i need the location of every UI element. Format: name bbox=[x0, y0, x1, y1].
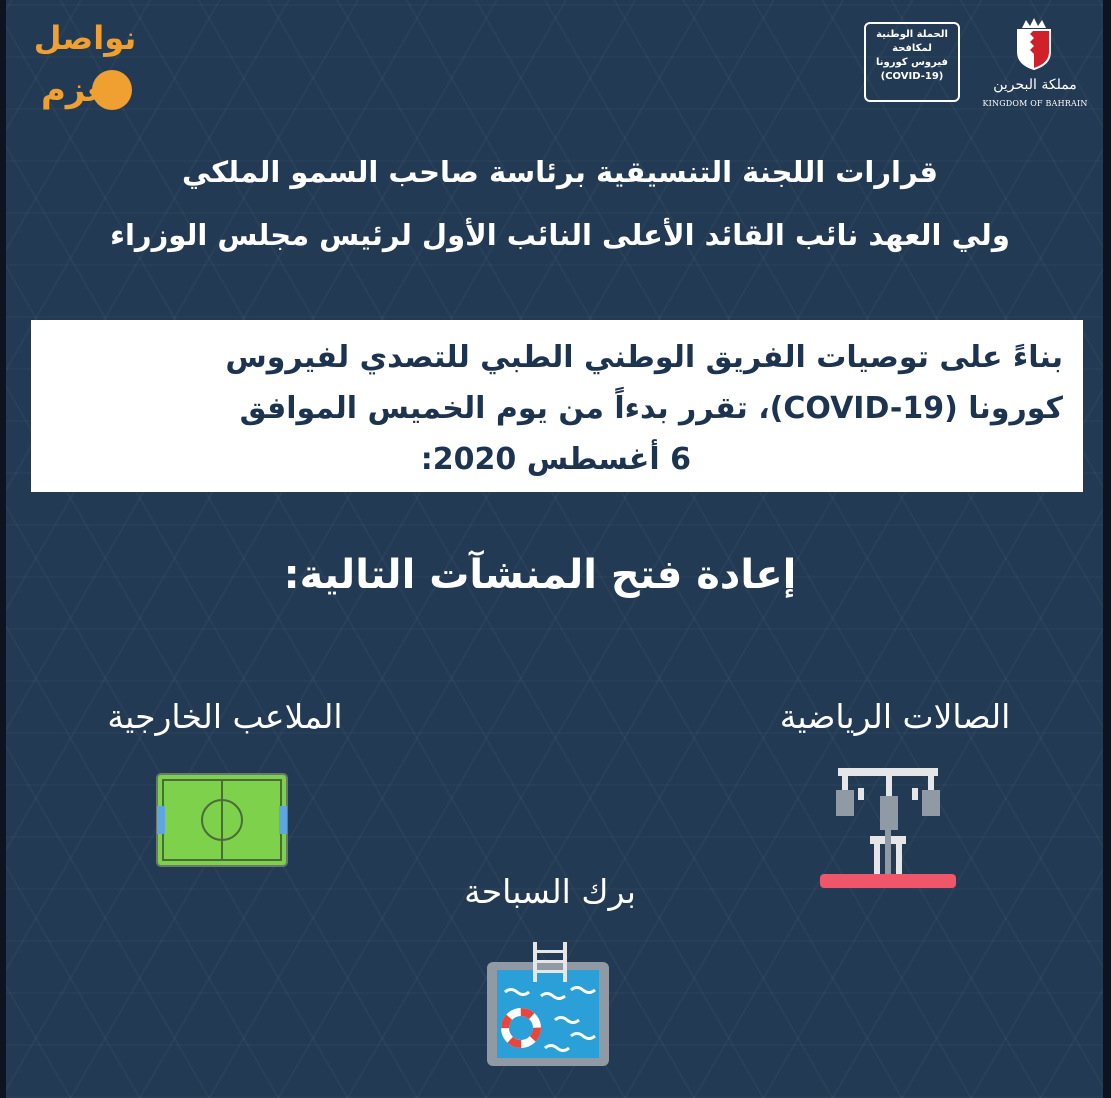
section-title: إعادة فتح المنشآت التالية: bbox=[283, 552, 797, 598]
emblem-english-text: KINGDOM OF BAHRAIN bbox=[982, 99, 1088, 108]
badge-line-3: فيروس كورونا bbox=[876, 57, 948, 68]
football-field-icon bbox=[155, 772, 289, 868]
right-border bbox=[1103, 0, 1111, 1098]
tawasal-logo bbox=[30, 18, 140, 118]
badge-line-4: (COVID-19) bbox=[880, 71, 944, 82]
gyms-label: الصالات الرياضية bbox=[779, 697, 1011, 736]
heading-line-1: قرارات اللجنة التنسيقية برئاسة صاحب السمو الملكي bbox=[181, 155, 939, 189]
covid-campaign-badge bbox=[864, 22, 960, 102]
swimming-pool-icon bbox=[485, 940, 611, 1068]
logo-line-1: نواصل bbox=[33, 19, 137, 57]
notice-line-2: كورونا (COVID-19)، تقرر بدءاً من يوم الخميس الموافق bbox=[239, 391, 1063, 426]
notice-line-3: 6 أغسطس 2020: bbox=[420, 442, 691, 477]
badge-line-1: الحملة الوطنية bbox=[876, 29, 948, 40]
notice-box bbox=[31, 320, 1083, 492]
heading-line-2: ولي العهد نائب القائد الأعلى النائب الأول لرئيس مجلس الوزراء bbox=[110, 218, 1010, 252]
pools-label: برك السباحة bbox=[464, 872, 636, 911]
badge-line-2: لمكافحة bbox=[892, 43, 932, 54]
logo-line-2: بعزم bbox=[40, 70, 120, 110]
notice-line-1: بناءً على توصيات الفريق الوطني الطبي للتصدي لفيروس bbox=[225, 340, 1063, 375]
emblem-arabic-text: مملكة البحرين bbox=[993, 77, 1077, 93]
kingdom-emblem bbox=[980, 18, 1090, 114]
fields-label: الملاعب الخارجية bbox=[107, 697, 343, 736]
left-border bbox=[0, 0, 6, 1098]
bahrain-crest-icon bbox=[1014, 18, 1054, 70]
gym-machine-icon bbox=[818, 766, 958, 890]
